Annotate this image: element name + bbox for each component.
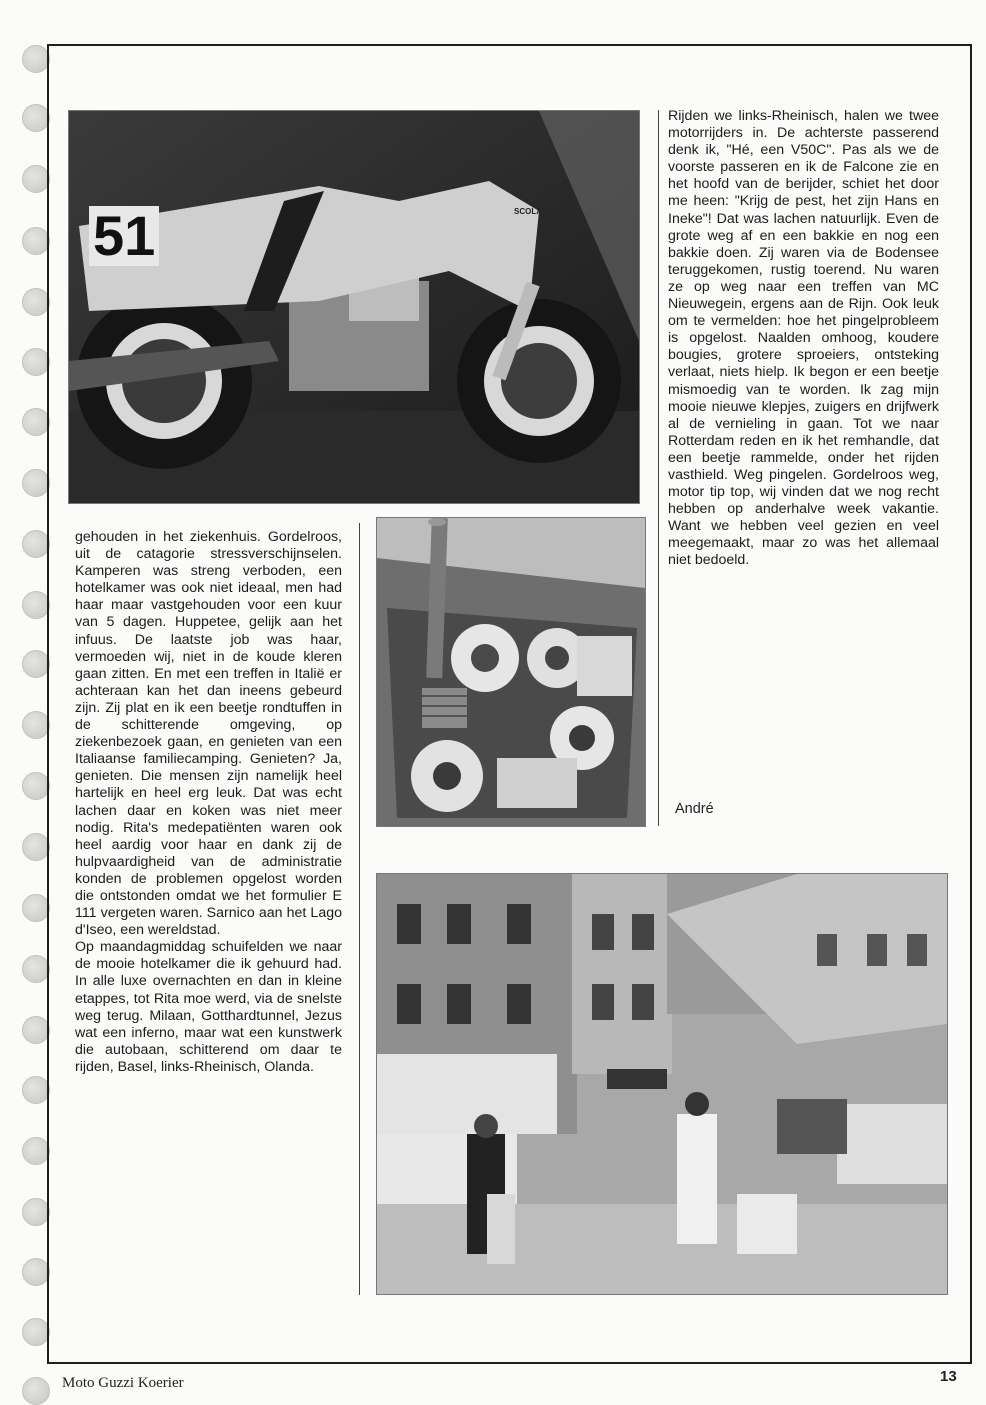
paragraph: gehouden in het ziekenhuis. Gordelroos, uit de catagorie stressverschijnselen. Kamperen was streng verboden, een hotelkamer was ook niet ideaal, men had haar maar vastgehouden voor een kuur van 5 dagen. Huppetee, gelijk aan het infuus. De laatste job was haar, vermoeden wij, niet in de koude kleren gaan zitten. En met een treffen in Italië er achteraan kan het dan ineens gebeurd zijn. Zij plat en ik een beetje rondtuffen in de schitterende omgeving, op ziekenbezoek gaan, en genieten van een Italiaanse familiecamping. Genieten? Ja, genieten. Die mensen zijn namelijk heel hartelijk en heel erg leuk. Dat was echt lachen daar en koken was niet meer nodig. Rita's medepatiënten waren ook heel aardig voor haar en dank zij de hulpvaardigheid van de administratie konden de problemen opgelost worden die ontstonden omdat we het formulier E 111 vergeten waren. Sarnico aan het Lago d'Iseo, een wereldstad. bbox=[75, 529, 342, 939]
motorcycle-illustration bbox=[69, 111, 639, 503]
binder-hole bbox=[22, 1198, 50, 1226]
street-scene-illustration bbox=[377, 874, 947, 1294]
paragraph: Op maandagmiddag schuifelden we naar de mooie hotelkamer die ik gehuurd had. In alle luxe overnachten en dan in kleine etappes, tot Rita moe werd, via de snelste weg terug. Milaan, Gotthardtunnel, Jezus wat een inferno, maar wat een kunstwerk die autobaan, schitterend om daar te rijden, Basel, links-Rheinisch, Olanda. bbox=[75, 939, 342, 1075]
binder-hole bbox=[22, 1377, 50, 1405]
frame-left-line bbox=[47, 44, 49, 1364]
binder-hole bbox=[22, 711, 50, 739]
binder-hole bbox=[22, 227, 50, 255]
frame-bottom-line bbox=[47, 1362, 972, 1364]
engine-valve-photo bbox=[376, 517, 646, 827]
frame-right-line bbox=[970, 44, 972, 1364]
engine-valve-illustration bbox=[377, 518, 645, 826]
binder-hole bbox=[22, 1016, 50, 1044]
binder-hole bbox=[22, 650, 50, 678]
binder-hole bbox=[22, 772, 50, 800]
binder-hole bbox=[22, 165, 50, 193]
binder-hole bbox=[22, 288, 50, 316]
binder-hole bbox=[22, 469, 50, 497]
fairing-logo: SCOLA bbox=[514, 207, 542, 216]
binder-hole bbox=[22, 530, 50, 558]
binder-hole bbox=[22, 1076, 50, 1104]
left-column-text bbox=[75, 529, 342, 1076]
binder-hole bbox=[22, 104, 50, 132]
binder-hole bbox=[22, 894, 50, 922]
binder-hole bbox=[22, 1137, 50, 1165]
street-scene-photo bbox=[376, 873, 948, 1295]
page-number: 13 bbox=[940, 1368, 957, 1385]
binder-hole bbox=[22, 1318, 50, 1346]
binder-hole bbox=[22, 591, 50, 619]
column-divider bbox=[359, 523, 360, 1295]
binder-hole bbox=[22, 408, 50, 436]
right-column-text bbox=[668, 108, 939, 570]
paragraph: Rijden we links-Rheinisch, halen we twee motorrijders in. De achterste passerend denk ik, "Hé, een V50C". Pas als we de voorste passeren en ik de Falcone zie en het hoofd van de berijder, schiet het door me heen: "Krijg de pest, het zijn Hans en Ineke"! Dat was lachen natuurlijk. Even de grote weg af en een bakkie en nog een bakkie doen. Zij waren via de Bodensee teruggekomen, rustig toerend. Nu waren ze op weg naar een treffen van MC Nieuwegein, ergens aan de Rijn. Ook leuk om te vermelden: hoe het pingelprobleem is opgelost. Naalden omhoog, koudere bougies, grotere sproeiers, ontsteking verlaat, niets hielp. Ik begon er een beetje mismoedig van te worden. Ik zag mijn mooie nieuwe klepjes, zuigers en drijfwerk al de vernieling in gaan. Tot we naar Rotterdam reden en ik het remhandle, dat een beetje rammelde, onder het rijden vasthield. Weg pingelen. Gordelroos weg, motor tip top, wij vinden dat we nog recht hebben op anderhalve week vakantie. Want we hebben veel gezien en veel meegemaakt, maar zo was het allemaal niet bedoeld. bbox=[668, 108, 939, 569]
author-signature: André bbox=[675, 801, 714, 817]
magazine-brand: Moto Guzzi Koerier bbox=[62, 1375, 184, 1391]
binder-hole bbox=[22, 1258, 50, 1286]
frame-top-line bbox=[47, 44, 972, 46]
binder-hole bbox=[22, 348, 50, 376]
column-divider bbox=[658, 110, 659, 826]
binder-hole bbox=[22, 45, 50, 73]
race-number: 51 bbox=[89, 206, 159, 266]
motorcycle-photo bbox=[68, 110, 640, 504]
binder-hole bbox=[22, 833, 50, 861]
binder-hole bbox=[22, 955, 50, 983]
